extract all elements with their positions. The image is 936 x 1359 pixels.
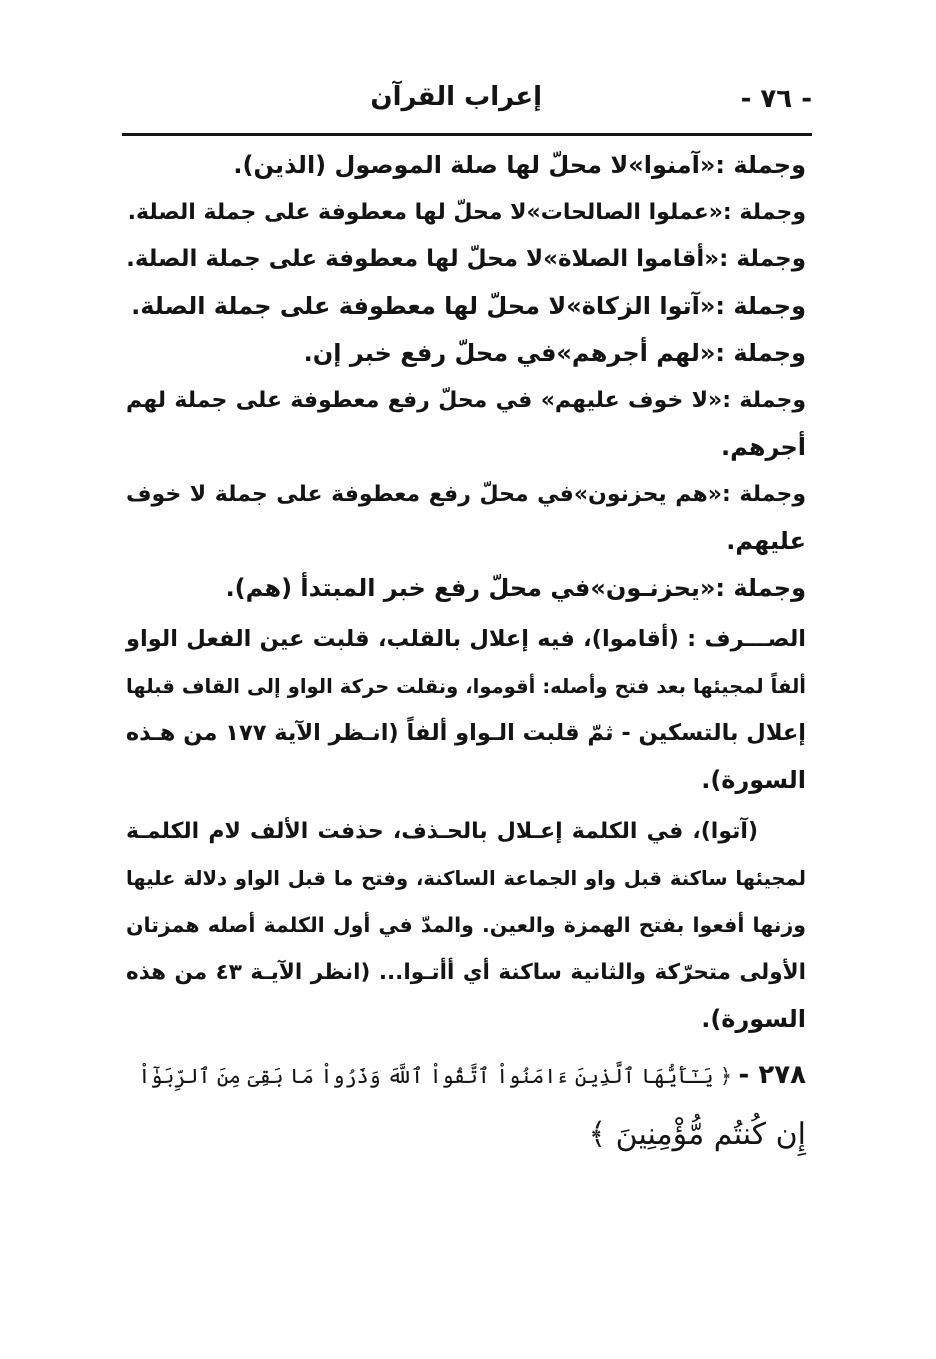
text-line: السورة).: [701, 1005, 806, 1033]
header-rule: [122, 133, 812, 136]
text-line: وجملة :«هم يحزنون»في محلّ رفع معطوفة على جملة لا خوف: [126, 482, 806, 507]
text-line: إعلال بالتسكين - ثمّ قلبت الـواو ألفاً (انـظر الآية ١٧٧ من هـذه: [125, 720, 806, 746]
text-line: وزنها أفعوا بفتح الهمزة والعين. والمدّ في أول الكلمة أصله همزتان: [126, 913, 806, 937]
text-line: وجملة :«عملوا الصالحات»لا محلّ لها معطوفة على جملة الصلة.: [127, 200, 806, 225]
verse-number: ٢٧٨ -: [738, 1060, 806, 1090]
text-line: الصـــرف : (أقاموا)، فيه إعلال بالقلب، قلبت عين الفعل الواو: [126, 626, 806, 652]
text-line: وجملة :«أقاموا الصلاة»لا محلّ لها معطوفة على جملة الصلة.: [126, 246, 806, 272]
page-number: - ٧٦ -: [740, 84, 812, 114]
text-line: وجملة :«آمنوا»لا محلّ لها صلة الموصول (الذين).: [233, 151, 806, 179]
quran-verse: [126, 1045, 806, 1165]
text-line: (آتوا)، في الكلمة إعـلال بالحـذف، حذفت الألف لام الكلمـة: [126, 819, 758, 844]
verse-text-1: ﴿ يَـٰٓأَيُّهَا ٱلَّذِينَ ءَامَنُواْ ٱتَّقُواْ ٱللَّهَ وَذَرُواْ مَا بَقِىَ مِنَ ٱلرِّبَوٰٓاْ: [138, 1064, 733, 1088]
text-line: عليهم.: [726, 527, 806, 555]
text-line: وجملة :«آتوا الزكاة»لا محلّ لها معطوفة على جملة الصلة.: [131, 292, 806, 320]
body-text: [126, 142, 806, 1043]
page-header: [122, 80, 812, 120]
text-line: لمجيئها ساكنة قبل واو الجماعة الساكنة، وفتح ما قبل الواو دلالة عليها: [126, 867, 806, 890]
text-line: أجرهم.: [720, 433, 806, 461]
verse-line-2: إِن كُنتُم مُّؤْمِنِينَ ﴾: [588, 1117, 806, 1152]
running-title: إعراب القرآن: [370, 82, 542, 112]
text-line: الأولى متحرّكة والثانية ساكنة أي أأتـوا... (انظر الآيـة ٤٣ من هذه: [126, 960, 806, 985]
text-line: وجملة :«يحزنـون»في محلّ رفع خبر المبتدأ (هم).: [225, 574, 806, 602]
text-line: السورة).: [701, 766, 806, 794]
text-line: وجملة :«لا خوف عليهم» في محلّ رفع معطوفة على جملة لهم: [126, 388, 806, 413]
text-line: ألفاً لمجيئها بعد فتح وأصله: أقوموا، ونقلت حركة الواو إلى القاف قبلها: [126, 675, 806, 698]
text-line: وجملة :«لهم أجرهم»في محلّ رفع خبر إن.: [303, 339, 806, 367]
verse-line-1: [126, 1045, 806, 1105]
